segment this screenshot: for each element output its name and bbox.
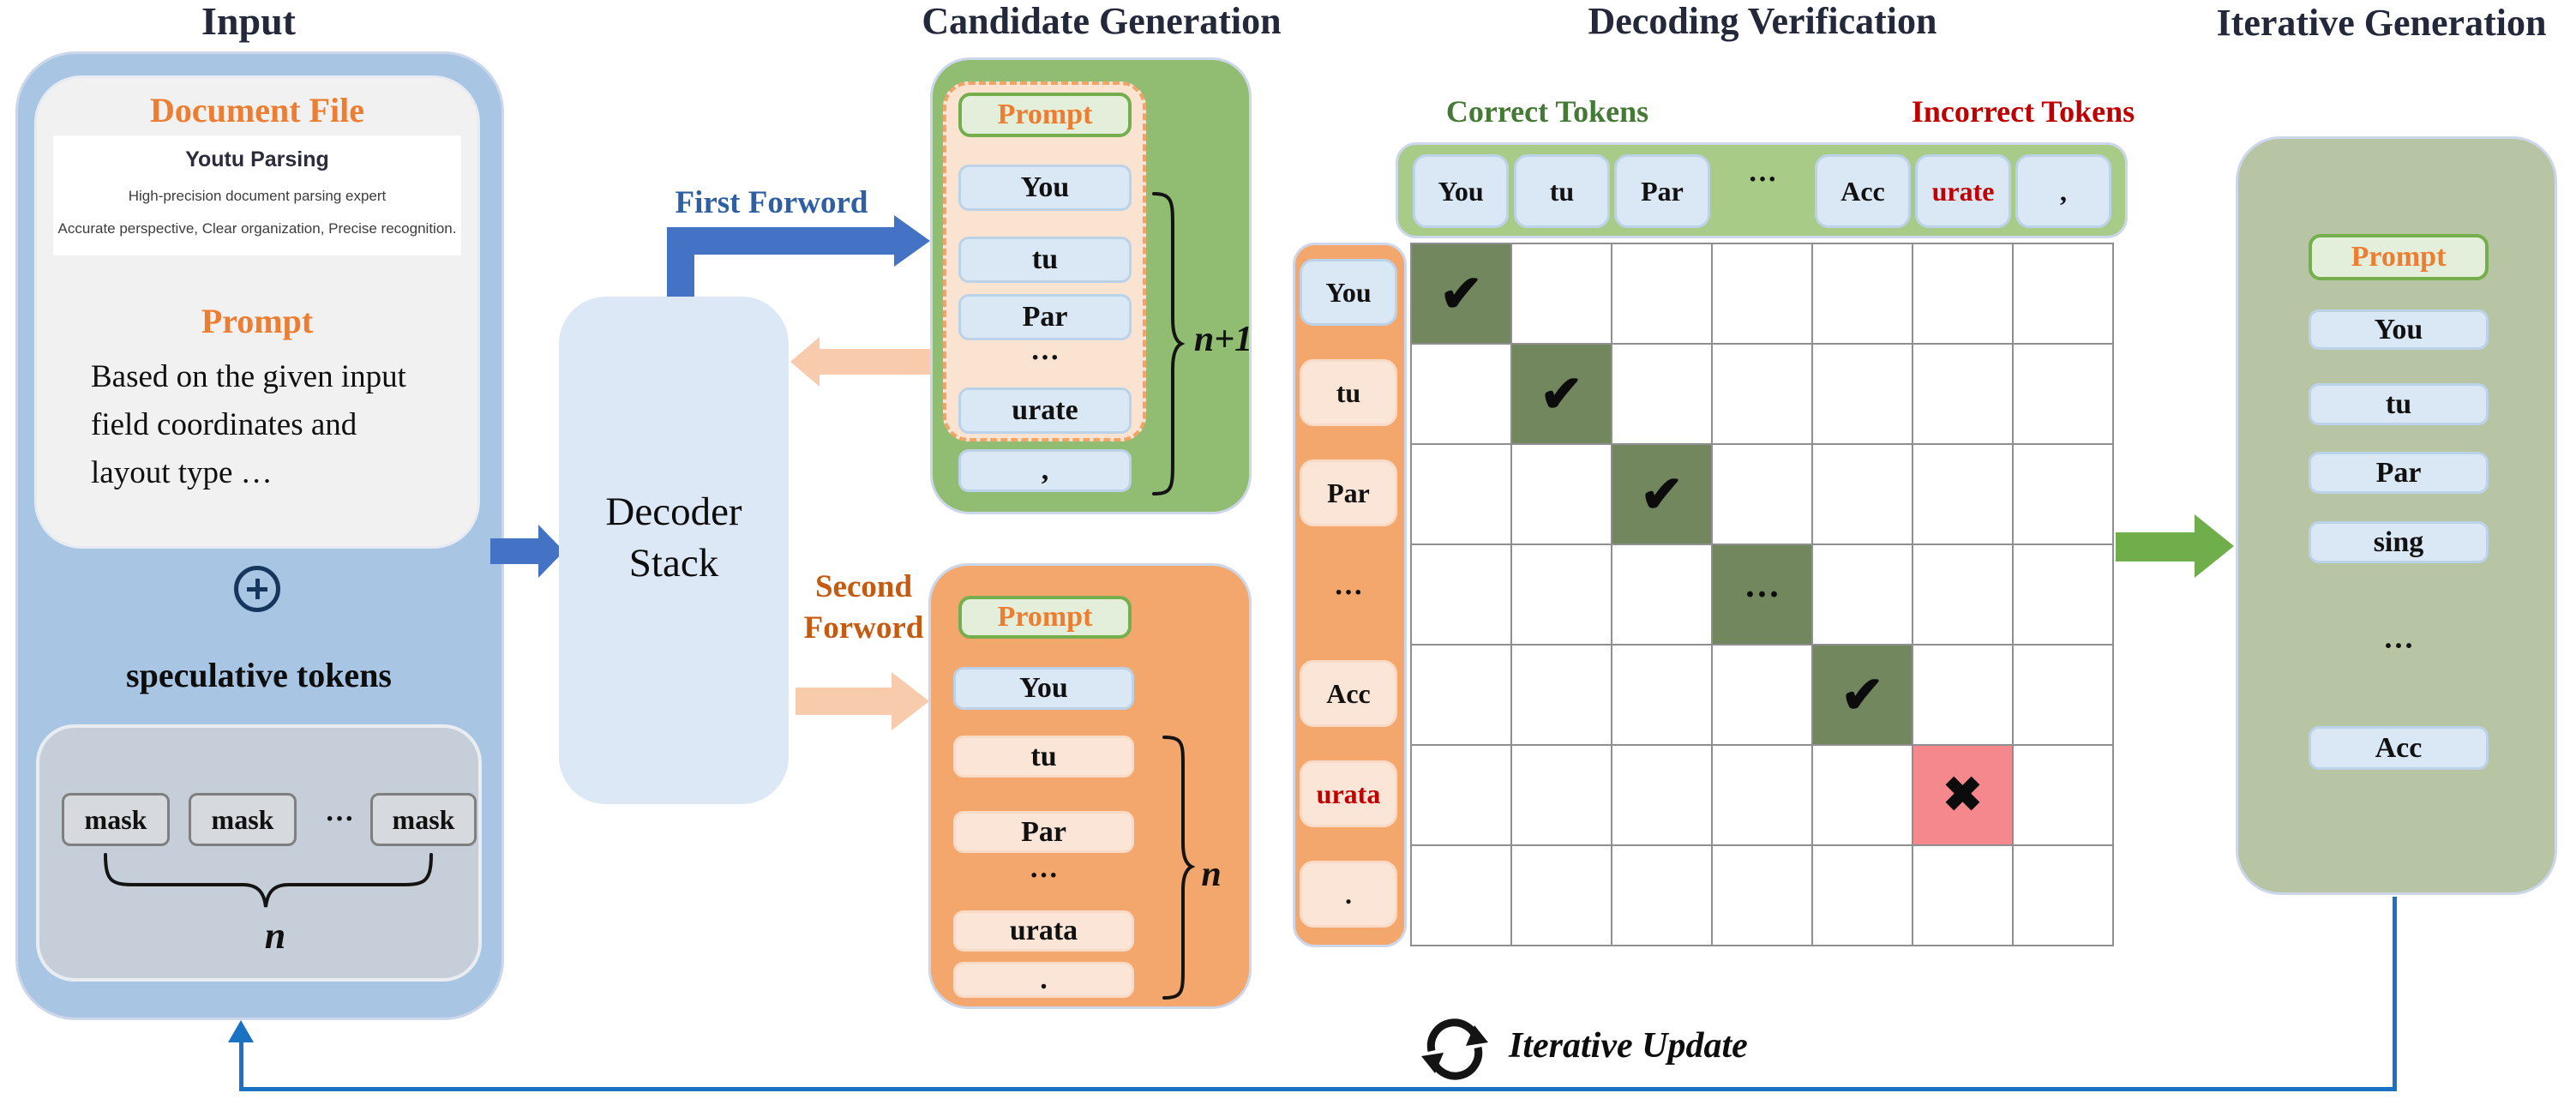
grid-cell-r3c5: [1913, 545, 2014, 646]
grid-cell-r4c0: [1412, 646, 1512, 746]
mask-token-1: mask: [62, 793, 170, 846]
header-token-acc: Acc: [1815, 154, 1911, 228]
grid-cell-r4c4: ✔: [1813, 646, 1913, 746]
grid-cell-r5c5: ✖: [1913, 746, 2014, 846]
row-token-acc: Acc: [1300, 660, 1397, 727]
incorrect-tokens-label: Incorrect Tokens: [1911, 94, 2135, 129]
header-token-tu: tu: [1514, 154, 1610, 228]
candidate-second-ellipsis: ···: [1029, 860, 1059, 892]
first-forward-arrow-vertical: [667, 255, 694, 297]
candidate-first-token-urate: urate: [958, 387, 1132, 434]
prompt-text-line-3: layout type …: [91, 455, 273, 490]
verify-to-iterative-arrowhead: [2195, 514, 2234, 578]
grid-cell-r6c6: [2014, 846, 2114, 946]
grid-cell-r6c1: [1512, 846, 1612, 946]
prompt-text-line-1: Based on the given input: [91, 359, 406, 394]
candidate-second-token-tu: tu: [953, 736, 1134, 778]
header-token-urate: urate: [1915, 154, 2011, 228]
row-token-par: Par: [1300, 459, 1397, 526]
grid-cell-r1c0: [1412, 345, 1512, 445]
row-token-urata: urata: [1300, 760, 1397, 827]
grid-cell-r1c5: [1913, 345, 2014, 445]
grid-cell-r2c6: [2014, 445, 2114, 545]
circled-plus-icon: [234, 566, 280, 612]
candidate-return-arrow-body: [820, 349, 934, 375]
first-forward-arrowhead: [894, 215, 930, 267]
first-forward-arrow-horizontal: [667, 227, 894, 255]
grid-cell-r6c0: [1412, 846, 1512, 946]
grid-cell-r4c5: [1913, 646, 2014, 746]
verification-grid: [1410, 243, 2114, 946]
row-token-period: .: [1300, 861, 1397, 928]
decoder-label-line2: Stack: [628, 541, 719, 586]
iterative-token-you: You: [2309, 309, 2489, 350]
section-title-decoding-verification: Decoding Verification: [1588, 0, 1937, 42]
under-brace: [101, 850, 435, 912]
input-to-decoder-arrow: [490, 538, 538, 564]
decoder-stack-box: [559, 297, 789, 804]
mask-token-2: mask: [189, 793, 297, 846]
snippet-title: Youtu Parsing: [185, 147, 329, 171]
snippet-line-2: Accurate perspective, Clear organization, Precise recognition.: [57, 220, 457, 237]
grid-cell-r6c5: [1913, 846, 2014, 946]
candidate-first-token-you: You: [958, 165, 1132, 211]
iterative-update-label: Iterative Update: [1509, 1026, 1748, 1066]
grid-cell-r0c6: [2014, 244, 2114, 345]
grid-cell-r5c2: [1612, 746, 1713, 846]
header-token-par: Par: [1614, 154, 1710, 228]
grid-cell-r4c6: [2014, 646, 2114, 746]
second-forward-arrowhead: [892, 672, 929, 730]
grid-cell-r3c3: ···: [1713, 545, 1813, 646]
grid-cell-r1c1: ✔: [1512, 345, 1612, 445]
first-forward-label: First Forword: [675, 184, 868, 220]
grid-cell-r5c6: [2014, 746, 2114, 846]
grid-cell-r3c6: [2014, 545, 2114, 646]
grid-cell-r2c5: [1913, 445, 2014, 545]
candidate-second-token-you: You: [953, 667, 1134, 710]
grid-cell-r3c2: [1612, 545, 1713, 646]
header-token-you: You: [1413, 154, 1509, 228]
mask-count-label: n: [264, 914, 286, 957]
prompt-text-line-2: field coordinates and: [91, 407, 357, 442]
grid-cell-r1c3: [1713, 345, 1813, 445]
verify-to-iterative-arrow-body: [2116, 532, 2195, 562]
document-file-label: Document File: [150, 90, 364, 129]
iterative-token-tu: tu: [2309, 383, 2489, 425]
grid-cell-r1c6: [2014, 345, 2114, 445]
row-token-you: You: [1300, 259, 1397, 326]
mask-ellipsis: ···: [324, 803, 355, 835]
candidate-first-prompt-chip: Prompt: [958, 93, 1132, 137]
grid-cell-r0c4: [1813, 244, 1913, 345]
feedback-arrowhead-up: [228, 1020, 254, 1042]
plus-v-bar: [255, 579, 260, 599]
section-title-candidate-generation: Candidate Generation: [922, 0, 1282, 42]
grid-cell-r0c1: [1512, 244, 1612, 345]
iterative-token-sing: sing: [2309, 521, 2489, 563]
feedback-line-bottom-horizontal: [239, 1087, 2397, 1091]
candidate-first-token-comma: ,: [958, 449, 1132, 492]
section-title-iterative-generation: Iterative Generation: [2216, 1, 2547, 44]
prompt-label: Prompt: [201, 301, 314, 340]
candidate-first-token-par: Par: [958, 294, 1132, 340]
speculative-tokens-label: speculative tokens: [126, 655, 392, 694]
mask-token-3: mask: [370, 793, 477, 846]
grid-cell-r0c2: [1612, 244, 1713, 345]
grid-cell-r0c5: [1913, 244, 2014, 345]
candidate-second-count-label: n: [1201, 855, 1222, 894]
second-forward-arrow-body: [796, 688, 892, 715]
candidate-first-ellipsis: ···: [1030, 342, 1060, 374]
grid-cell-r5c3: [1713, 746, 1813, 846]
grid-cell-r4c3: [1713, 646, 1813, 746]
grid-cell-r5c0: [1412, 746, 1512, 846]
row-token-tu: tu: [1300, 359, 1397, 426]
grid-cell-r2c1: [1512, 445, 1612, 545]
grid-cell-r2c4: [1813, 445, 1913, 545]
grid-cell-r5c1: [1512, 746, 1612, 846]
iterative-token-par: Par: [2309, 452, 2489, 494]
section-title-input: Input: [201, 0, 296, 43]
grid-cell-r2c2: ✔: [1612, 445, 1713, 545]
header-token-comma: ,: [2015, 154, 2111, 228]
grid-cell-r1c2: [1612, 345, 1713, 445]
grid-cell-r3c4: [1813, 545, 1913, 646]
grid-cell-r2c0: [1412, 445, 1512, 545]
document-snippet: [53, 135, 461, 255]
grid-cell-r0c3: [1713, 244, 1813, 345]
snippet-line-1: High-precision document parsing expert: [128, 188, 387, 204]
grid-cell-r6c3: [1713, 846, 1813, 946]
row-token-ellipsis: ···: [1333, 577, 1364, 609]
grid-cell-r5c4: [1813, 746, 1913, 846]
iterative-ellipsis: ···: [2382, 628, 2415, 663]
grid-cell-r4c2: [1612, 646, 1713, 746]
grid-cell-r1c4: [1813, 345, 1913, 445]
grid-cell-r6c4: [1813, 846, 1913, 946]
grid-cell-r6c2: [1612, 846, 1713, 946]
feedback-line-right-vertical: [2393, 897, 2397, 1091]
decoder-label-line1: Decoder: [605, 489, 742, 534]
grid-cell-r4c1: [1512, 646, 1612, 746]
grid-cell-r2c3: [1713, 445, 1813, 545]
grid-cell-r3c1: [1512, 545, 1612, 646]
refresh-icon: [1421, 1015, 1488, 1082]
correct-tokens-label: Correct Tokens: [1445, 94, 1649, 129]
prompt-text: [91, 353, 468, 497]
grid-cell-r0c0: ✔: [1412, 244, 1512, 345]
candidate-return-arrowhead: [790, 337, 820, 387]
candidate-second-token-urata: urata: [953, 910, 1134, 952]
candidate-second-prompt-chip: Prompt: [958, 596, 1132, 639]
candidate-second-token-par: Par: [953, 811, 1134, 853]
iterative-prompt-chip: Prompt: [2309, 234, 2489, 280]
grid-cell-r3c0: [1412, 545, 1512, 646]
header-token-ellipsis: ···: [1747, 164, 1778, 195]
feedback-line-left-vertical: [239, 1039, 243, 1090]
candidate-second-token-period: .: [953, 962, 1134, 998]
iterative-token-acc: Acc: [2309, 726, 2489, 770]
candidate-first-count-label: n+1: [1193, 320, 1253, 359]
candidate-first-brace: [1150, 190, 1185, 499]
second-forward-label-line2: Forword: [803, 610, 924, 646]
candidate-first-token-tu: tu: [958, 237, 1132, 283]
second-forward-label-line1: Second: [814, 568, 913, 604]
